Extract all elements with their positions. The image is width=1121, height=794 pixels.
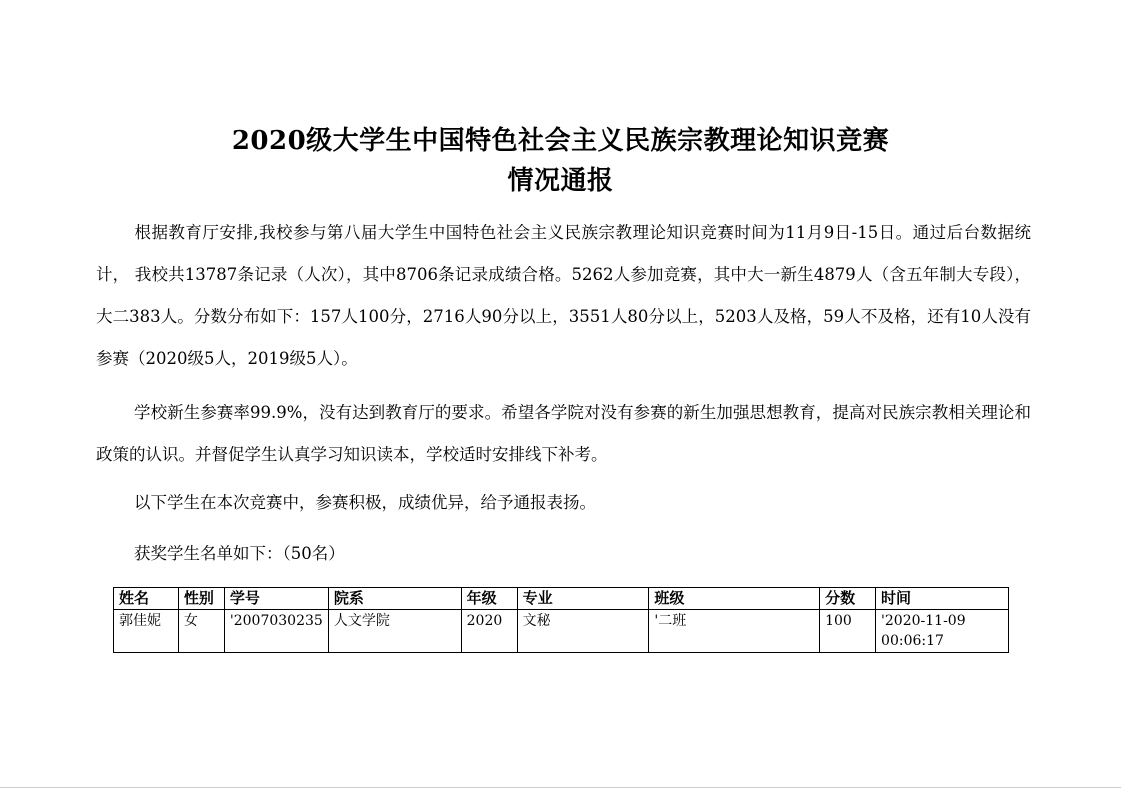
paragraph-participation-rate: [96, 392, 1031, 476]
document-title-line2: 情况通报: [507, 166, 614, 196]
paragraph-award-list-intro-text: 获奖学生名单如下：（50名）: [134, 544, 345, 563]
table-row: [114, 610, 1009, 653]
column-header-class: 班级: [649, 588, 820, 610]
cell-major: 文秘: [517, 610, 649, 653]
column-header-time: 时间: [876, 588, 1009, 610]
cell-gender: 女: [178, 610, 224, 653]
column-header-college: 院系: [328, 588, 461, 610]
column-header-score: 分数: [820, 588, 876, 610]
paragraph-competition-summary-text: 根据教育厅安排,我校参与第八届大学生中国特色社会主义民族宗教理论知识竞赛时间为11月9日-15日。通过后台数据统计， 我校共13787条记录（人次），其中8706条记录成绩合格。5262人参加竞赛，其中大一新生4879人（含五年制大专段）， 大二383人。分数分布如下：157人100分，2716人90分以上，3551人80分以上，5203人及格，59人不及格，还有10人没有参赛（2020级5人，2019级5人）。: [96, 223, 1031, 368]
cell-score: 100: [820, 610, 876, 653]
column-header-student-id: 学号: [224, 588, 328, 610]
table-header-row: [114, 588, 1009, 610]
paragraph-participation-rate-text: 学校新生参赛率99.9%，没有达到教育厅的要求。希望各学院对没有参赛的新生加强思想教育，提高对民族宗教相关理论和政策的认识。并督促学生认真学习知识读本，学校适时安排线下补考。: [96, 403, 1031, 464]
paragraph-commendation: [96, 482, 1031, 524]
award-student-table: [113, 587, 1009, 653]
column-header-major: 专业: [517, 588, 649, 610]
page-bottom-divider: [0, 787, 1121, 788]
document-title-line1: 2020级大学生中国特色社会主义民族宗教理论知识竞赛: [231, 126, 890, 156]
cell-college: 人文学院: [328, 610, 461, 653]
paragraph-award-list-intro: [96, 533, 1031, 575]
cell-grade: 2020: [461, 610, 517, 653]
cell-student-id: '2007030235: [224, 610, 328, 653]
cell-class: '二班: [649, 610, 820, 653]
column-header-grade: 年级: [461, 588, 517, 610]
paragraph-competition-summary: [96, 212, 1031, 380]
paragraph-commendation-text: 以下学生在本次竞赛中，参赛积极，成绩优异，给予通报表扬。: [134, 493, 596, 512]
cell-time: '2020-11-09 00:06:17: [876, 610, 1009, 653]
cell-name: 郭佳妮: [114, 610, 179, 653]
column-header-name: 姓名: [114, 588, 179, 610]
column-header-gender: 性别: [178, 588, 224, 610]
